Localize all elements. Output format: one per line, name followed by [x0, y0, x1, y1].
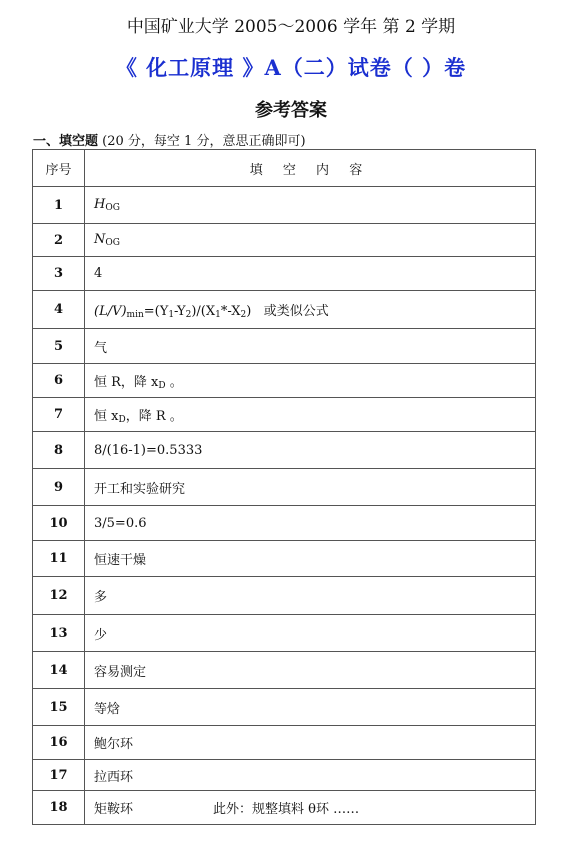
- table-row: [33, 291, 536, 329]
- formula-note: 或类似公式: [263, 303, 329, 319]
- answer-cell: [85, 187, 536, 224]
- row-number: 16: [33, 726, 85, 760]
- answer-text: 恒 R，降 x: [94, 374, 159, 390]
- row-number: 18: [33, 791, 85, 825]
- formula-subscript: 2: [185, 309, 192, 320]
- row-number: 2: [33, 224, 85, 257]
- answer-subscript: OG: [105, 203, 120, 213]
- answer-cell: [85, 398, 536, 432]
- section-title: 一、填空题: [33, 134, 99, 149]
- table-row: [33, 541, 536, 577]
- row-number: 17: [33, 760, 85, 791]
- answer-cell: [85, 224, 536, 257]
- formula-part: *-X: [220, 303, 241, 319]
- table-row: [33, 329, 536, 364]
- answer-cell: 拉西环: [85, 760, 536, 791]
- row-number: 8: [33, 432, 85, 469]
- row-number: 6: [33, 364, 85, 398]
- table-row: [33, 364, 536, 398]
- formula-part: ): [246, 303, 252, 319]
- row-number: 11: [33, 541, 85, 577]
- table-row: [33, 432, 536, 469]
- table-row: [33, 257, 536, 291]
- answer-cell: 8/(16-1)=0.5333: [85, 432, 536, 469]
- row-number: 3: [33, 257, 85, 291]
- formula-subscript: 1: [168, 309, 175, 320]
- answer-text: N: [94, 232, 106, 247]
- answer-cell: 容易测定: [85, 652, 536, 689]
- table-row: [33, 791, 536, 825]
- row-number: 10: [33, 506, 85, 541]
- answer-cell: 气: [85, 329, 536, 364]
- table-row: [33, 760, 536, 791]
- answer-text: H: [94, 197, 106, 212]
- formula-part: -Y: [174, 303, 186, 319]
- table-row: [33, 187, 536, 224]
- section-heading: [33, 130, 306, 149]
- answer-cell: [85, 291, 536, 329]
- exam-title: 《 化工原理 》A（二）试卷（ ）卷: [115, 55, 467, 80]
- answer-cell: 开工和实验研究: [85, 469, 536, 506]
- answer-cell: 恒速干燥: [85, 541, 536, 577]
- header-content: 填 空 内 容: [85, 150, 536, 187]
- row-number: 9: [33, 469, 85, 506]
- row-number: 14: [33, 652, 85, 689]
- answer-key-title: 参考答案: [255, 100, 327, 121]
- table-row: [33, 615, 536, 652]
- formula-part: =(Y: [143, 303, 169, 319]
- answer-text: 。: [165, 374, 183, 390]
- answer-subscript: D: [118, 414, 126, 425]
- formula-subscript: 1: [215, 309, 221, 320]
- section-note: (20 分，每空 1 分，意思正确即可): [102, 134, 306, 149]
- answer-text: 矩鞍环: [94, 802, 134, 817]
- answer-cell: 少: [85, 615, 536, 652]
- formula-subscript: min: [126, 309, 144, 320]
- answer-text: ，降 R 。: [125, 408, 183, 424]
- formula-part: )/(X: [191, 303, 216, 319]
- answer-cell: 3/5=0.6: [85, 506, 536, 541]
- table-row: [33, 726, 536, 760]
- answer-cell: 4: [85, 257, 536, 291]
- row-number: 12: [33, 577, 85, 615]
- table-row: [33, 506, 536, 541]
- row-number: 7: [33, 398, 85, 432]
- table-row: [33, 577, 536, 615]
- answer-text: 恒 x: [94, 408, 119, 424]
- answer-cell: 等焓: [85, 689, 536, 726]
- row-number: 4: [33, 291, 85, 329]
- row-number: 15: [33, 689, 85, 726]
- row-number: 5: [33, 329, 85, 364]
- answer-cell: 鲍尔环: [85, 726, 536, 760]
- table-row: [33, 469, 536, 506]
- header-no: 序号: [33, 150, 85, 187]
- table-row: [33, 224, 536, 257]
- answer-cell: [85, 364, 536, 398]
- answer-table: [32, 149, 536, 825]
- answer-subscript: OG: [105, 238, 120, 248]
- table-row: [33, 398, 536, 432]
- exam-header-year: 中国矿业大学 2005～2006 学年 第 2 学期: [126, 17, 456, 37]
- table-header-row: [33, 150, 536, 187]
- formula-subscript: 2: [240, 309, 247, 320]
- answer-subscript: D: [158, 380, 166, 391]
- table-row: [33, 652, 536, 689]
- answer-extra-note: 此外：规整填料 θ环 ……: [213, 802, 360, 817]
- formula-part: (L/V): [94, 303, 127, 319]
- row-number: 1: [33, 187, 85, 224]
- row-number: 13: [33, 615, 85, 652]
- table-row: [33, 689, 536, 726]
- answer-cell: [85, 791, 536, 825]
- answer-cell: 多: [85, 577, 536, 615]
